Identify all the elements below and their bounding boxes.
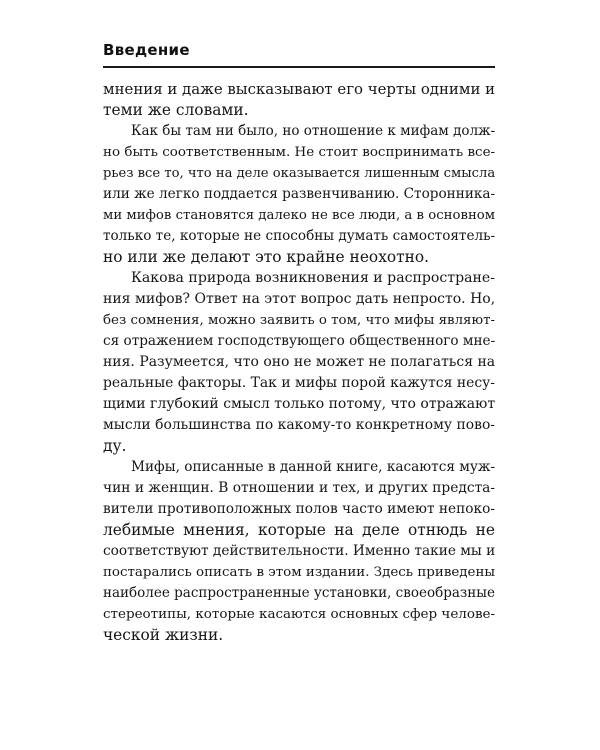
text-line: ми мифов становятся далеко не все люди, а в основном [103,208,496,223]
text-line: чин и женщин. В отношении и тех, и других предста- [103,480,496,496]
text-line: но или же делают это крайне неохотно. [103,248,430,266]
running-header [103,40,495,68]
text-line: постарались описать в этом издании. Здесь приведены [103,565,496,580]
text-line: или же легко поддается развенчиванию. Сторонника- [103,186,496,202]
text-line: реальные факторы. Так и мифы порой кажутся несу- [103,375,495,391]
text-line: ческой жизни. [103,626,224,644]
paragraph [103,121,495,268]
text-line: щими глубокий смысл только потому, что отражают [103,396,496,412]
text-line: соответствуют действительности. Именно такие мы и [103,543,496,559]
section-title: Введение [103,41,190,59]
text-line: ния. Разумеется, что оно не может не полагаться на [103,354,496,370]
body-text [103,79,495,646]
paragraph [103,457,495,646]
text-line: вители противоположных полов часто имеют непоко- [103,501,495,517]
text-line: наиболее распространенные установки, своеобразные [103,585,495,601]
text-line: мысли большинства по какому-то конкретному пово- [103,417,495,433]
header-rule [103,66,495,68]
text-line: рьез все то, что на деле оказывается лишенным смысла [103,166,496,181]
text-line: без сомнения, можно заявить о том, что мифы являют- [103,313,496,328]
text-line: ду. [103,437,127,455]
text-line: лебимые мнения, которые на деле отнюдь не [103,521,495,539]
paragraph [103,268,495,457]
text-line: ся отражением господствующего общественного мне- [103,333,496,349]
text-line: ния мифов? Ответ на этот вопрос дать непросто. Но, [103,291,496,307]
text-line: теми же словами. [103,101,249,119]
text-line: только те, которые не способны думать самостоятель- [103,228,496,244]
text-line: стереотипы, которые касаются основных сфер челове- [103,606,496,622]
text-line: мнения и даже высказывают его черты одними и [103,80,496,98]
text-line: Мифы, описанные в данной книге, касаются муж- [131,459,496,475]
text-line: но быть соответственным. Не стоит воспринимать все- [103,145,496,160]
text-line: Как бы там ни было, но отношение к мифам долж- [131,123,496,139]
text-line: Какова природа возникновения и распростране- [131,270,496,286]
paragraph-continued [103,79,495,121]
